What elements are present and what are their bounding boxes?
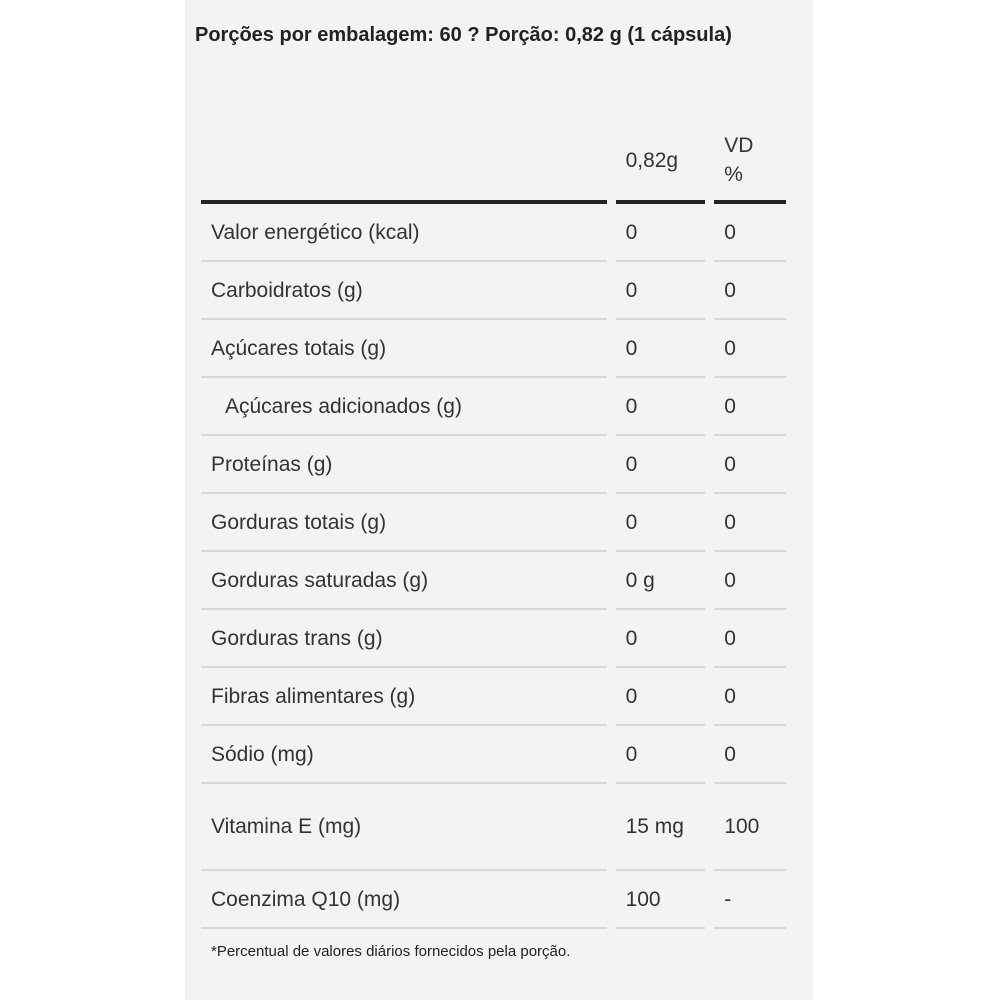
column-header-name — [201, 120, 607, 204]
column-header-amount: 0,82g — [616, 120, 706, 204]
nutrient-vd: - — [714, 871, 786, 929]
nutrient-name: Carboidratos (g) — [201, 262, 607, 320]
nutrient-amount: 0 — [616, 204, 706, 262]
nutrient-vd: 0 — [714, 494, 786, 552]
table-header-row — [201, 120, 786, 204]
nutrient-vd: 0 — [714, 610, 786, 668]
nutrient-amount: 0 — [616, 378, 706, 436]
nutrient-vd: 100 — [714, 784, 786, 871]
vd-percent-label: % — [724, 163, 743, 186]
nutrient-name: Valor energético (kcal) — [201, 204, 607, 262]
nutrient-vd: 0 — [714, 204, 786, 262]
nutrient-amount: 15 mg — [616, 784, 706, 871]
nutrient-name: Fibras alimentares (g) — [201, 668, 607, 726]
table-row — [201, 784, 786, 871]
table-row — [201, 552, 786, 610]
nutrient-amount: 0 g — [616, 552, 706, 610]
nutrient-name: Vitamina E (mg) — [201, 784, 607, 871]
table-row — [201, 262, 786, 320]
table-row — [201, 320, 786, 378]
nutrient-name: Açúcares adicionados (g) — [201, 378, 607, 436]
vd-label: VD — [724, 134, 754, 157]
column-header-vd — [714, 120, 786, 204]
nutrient-name: Coenzima Q10 (mg) — [201, 871, 607, 929]
nutrient-name: Gorduras trans (g) — [201, 610, 607, 668]
table-row — [201, 668, 786, 726]
nutrient-vd: 0 — [714, 552, 786, 610]
nutrient-vd: 0 — [714, 726, 786, 784]
table-row — [201, 494, 786, 552]
nutrient-amount: 0 — [616, 262, 706, 320]
table-row — [201, 204, 786, 262]
footnote: *Percentual de valores diários fornecidos pela porção. — [211, 943, 571, 960]
nutrient-amount: 0 — [616, 494, 706, 552]
nutrient-amount: 0 — [616, 726, 706, 784]
nutrient-amount: 0 — [616, 610, 706, 668]
nutrient-vd: 0 — [714, 262, 786, 320]
nutrient-amount: 0 — [616, 320, 706, 378]
nutrient-vd: 0 — [714, 668, 786, 726]
nutrient-amount: 0 — [616, 668, 706, 726]
nutrient-amount: 0 — [616, 436, 706, 494]
nutrient-name: Proteínas (g) — [201, 436, 607, 494]
nutrient-name: Gorduras totais (g) — [201, 494, 607, 552]
nutrition-facts-table — [192, 120, 795, 929]
table-row — [201, 436, 786, 494]
nutrient-name: Gorduras saturadas (g) — [201, 552, 607, 610]
nutrient-vd: 0 — [714, 320, 786, 378]
nutrient-amount: 100 — [616, 871, 706, 929]
table-row — [201, 871, 786, 929]
table-row — [201, 610, 786, 668]
table-row — [201, 726, 786, 784]
nutrient-vd: 0 — [714, 378, 786, 436]
nutrient-name: Sódio (mg) — [201, 726, 607, 784]
nutrient-name: Açúcares totais (g) — [201, 320, 607, 378]
nutrient-vd: 0 — [714, 436, 786, 494]
table-row — [201, 378, 786, 436]
serving-size-header: Porções por embalagem: 60 ? Porção: 0,82 g (1 cápsula) — [195, 24, 732, 46]
